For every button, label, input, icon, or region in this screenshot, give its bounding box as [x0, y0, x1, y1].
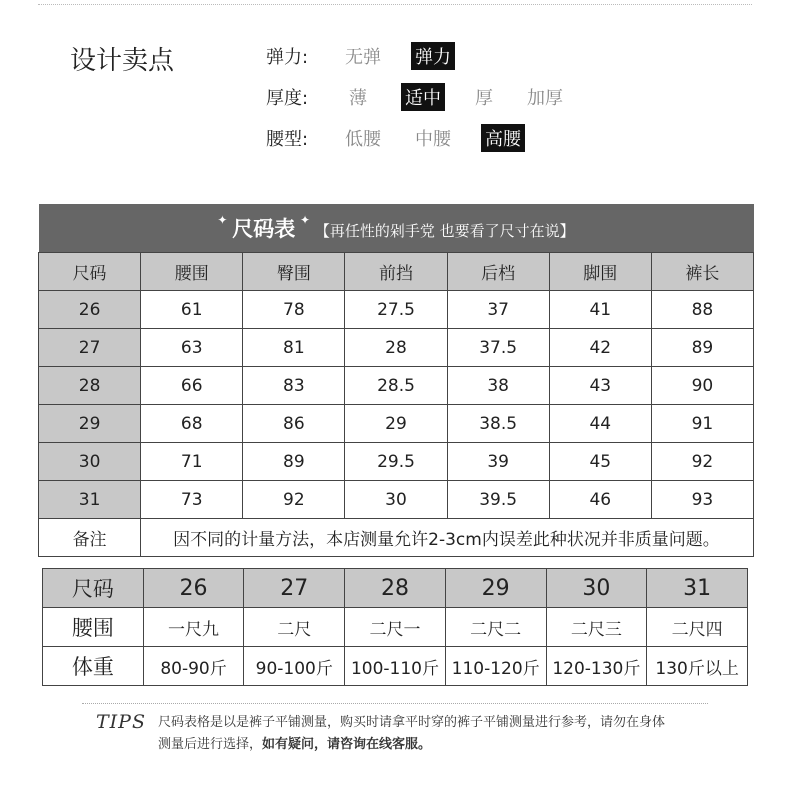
waist-option-mid: 中腰 — [415, 129, 451, 150]
thickness-option-extra-thick: 加厚 — [527, 88, 563, 109]
size-value: 28 — [345, 569, 446, 608]
table-row — [39, 329, 754, 367]
table-row — [39, 481, 754, 519]
table-cell: 27.5 — [345, 291, 447, 329]
note-row — [39, 519, 754, 557]
elasticity-row — [266, 42, 481, 70]
weight-value: 120-130斤 — [546, 647, 647, 686]
weight-row-label: 体重 — [43, 647, 144, 686]
size-chart-header — [39, 204, 754, 253]
tips-text — [158, 712, 718, 756]
table-cell: 37.5 — [447, 329, 549, 367]
elasticity-option-none: 无弹 — [345, 47, 381, 68]
thickness-row — [266, 83, 593, 111]
waist-type-row — [266, 124, 551, 152]
weight-guide-weight-row — [43, 647, 748, 686]
waist-option-low: 低腰 — [345, 129, 381, 150]
elasticity-label: 弹力: — [266, 47, 309, 68]
waist-value: 二尺一 — [345, 608, 446, 647]
size-cell: 29 — [39, 405, 141, 443]
table-cell: 83 — [243, 367, 345, 405]
table-cell: 78 — [243, 291, 345, 329]
table-cell: 28.5 — [345, 367, 447, 405]
waist-value: 二尺四 — [647, 608, 748, 647]
table-cell: 66 — [141, 367, 243, 405]
weight-value: 80-90斤 — [143, 647, 244, 686]
table-cell: 89 — [651, 329, 753, 367]
table-cell: 68 — [141, 405, 243, 443]
tips-line-2 — [158, 734, 718, 756]
column-header: 裤长 — [651, 253, 753, 291]
sparkle-left-icon: ✦ — [217, 213, 228, 227]
table-cell: 88 — [651, 291, 753, 329]
table-cell: 73 — [141, 481, 243, 519]
weight-value: 130斤以上 — [647, 647, 748, 686]
tips-line-2-text: 测量后进行选择， — [158, 737, 263, 752]
weight-value: 100-110斤 — [345, 647, 446, 686]
table-row — [39, 443, 754, 481]
weight-guide-table — [42, 568, 748, 686]
column-header: 腰围 — [141, 253, 243, 291]
table-cell: 81 — [243, 329, 345, 367]
size-chart-table — [38, 204, 754, 557]
size-cell: 27 — [39, 329, 141, 367]
column-header: 前挡 — [345, 253, 447, 291]
size-cell: 31 — [39, 481, 141, 519]
size-value: 27 — [244, 569, 345, 608]
table-cell: 91 — [651, 405, 753, 443]
size-chart-column-headers — [39, 253, 754, 291]
thickness-option-thick: 厚 — [475, 88, 493, 109]
thickness-label: 厚度: — [266, 88, 309, 109]
table-cell: 43 — [549, 367, 651, 405]
size-value: 30 — [546, 569, 647, 608]
size-cell: 26 — [39, 291, 141, 329]
table-cell: 61 — [141, 291, 243, 329]
table-cell: 30 — [345, 481, 447, 519]
table-cell: 29.5 — [345, 443, 447, 481]
waist-value: 二尺三 — [546, 608, 647, 647]
size-value: 31 — [647, 569, 748, 608]
table-cell: 92 — [651, 443, 753, 481]
selling-points-title: 设计卖点 — [70, 46, 175, 76]
size-chart-title: 尺码表 — [232, 217, 296, 241]
table-cell: 39.5 — [447, 481, 549, 519]
table-row — [39, 291, 754, 329]
table-cell: 42 — [549, 329, 651, 367]
table-cell: 38.5 — [447, 405, 549, 443]
table-cell: 63 — [141, 329, 243, 367]
note-text: 因不同的计量方法，本店测量允许2-3cm内误差此种状况并非质量问题。 — [141, 519, 754, 557]
size-cell: 28 — [39, 367, 141, 405]
table-cell: 92 — [243, 481, 345, 519]
weight-guide-size-row — [43, 569, 748, 608]
table-cell: 44 — [549, 405, 651, 443]
column-header: 后档 — [447, 253, 549, 291]
waist-type-label: 腰型: — [266, 129, 309, 150]
waist-value: 一尺九 — [143, 608, 244, 647]
thickness-option-medium: 适中 — [401, 83, 445, 111]
weight-value: 110-120斤 — [445, 647, 546, 686]
tips-contact-note: 如有疑问，请咨询在线客服。 — [262, 737, 432, 752]
table-cell: 41 — [549, 291, 651, 329]
weight-value: 90-100斤 — [244, 647, 345, 686]
table-cell: 28 — [345, 329, 447, 367]
size-value: 26 — [143, 569, 244, 608]
table-cell: 45 — [549, 443, 651, 481]
tips-divider — [82, 703, 708, 704]
size-row-label: 尺码 — [43, 569, 144, 608]
column-header: 脚围 — [549, 253, 651, 291]
size-value: 29 — [445, 569, 546, 608]
table-cell: 29 — [345, 405, 447, 443]
table-cell: 38 — [447, 367, 549, 405]
size-chart-subtitle: 【再任性的剁手党 也要看了尺寸在说】 — [314, 222, 575, 240]
tips-line-1: 尺码表格是以是裤子平铺测量，购买时请拿平时穿的裤子平铺测量进行参考，请勿在身体 — [158, 715, 666, 730]
weight-guide-waist-row — [43, 608, 748, 647]
table-cell: 37 — [447, 291, 549, 329]
table-cell: 39 — [447, 443, 549, 481]
top-divider — [38, 4, 752, 5]
thickness-option-thin: 薄 — [349, 88, 367, 109]
table-cell: 86 — [243, 405, 345, 443]
table-cell: 71 — [141, 443, 243, 481]
sparkle-right-icon: ✦ — [300, 213, 311, 227]
table-cell: 89 — [243, 443, 345, 481]
table-row — [39, 405, 754, 443]
tips-label: TIPS — [96, 711, 146, 733]
size-cell: 30 — [39, 443, 141, 481]
table-cell: 46 — [549, 481, 651, 519]
table-row — [39, 367, 754, 405]
column-header: 尺码 — [39, 253, 141, 291]
table-cell: 90 — [651, 367, 753, 405]
waist-value: 二尺二 — [445, 608, 546, 647]
elasticity-option-stretch: 弹力 — [411, 42, 455, 70]
waist-option-high: 高腰 — [481, 124, 525, 152]
column-header: 臀围 — [243, 253, 345, 291]
note-label: 备注 — [39, 519, 141, 557]
table-cell: 93 — [651, 481, 753, 519]
waist-row-label: 腰围 — [43, 608, 144, 647]
waist-value: 二尺 — [244, 608, 345, 647]
